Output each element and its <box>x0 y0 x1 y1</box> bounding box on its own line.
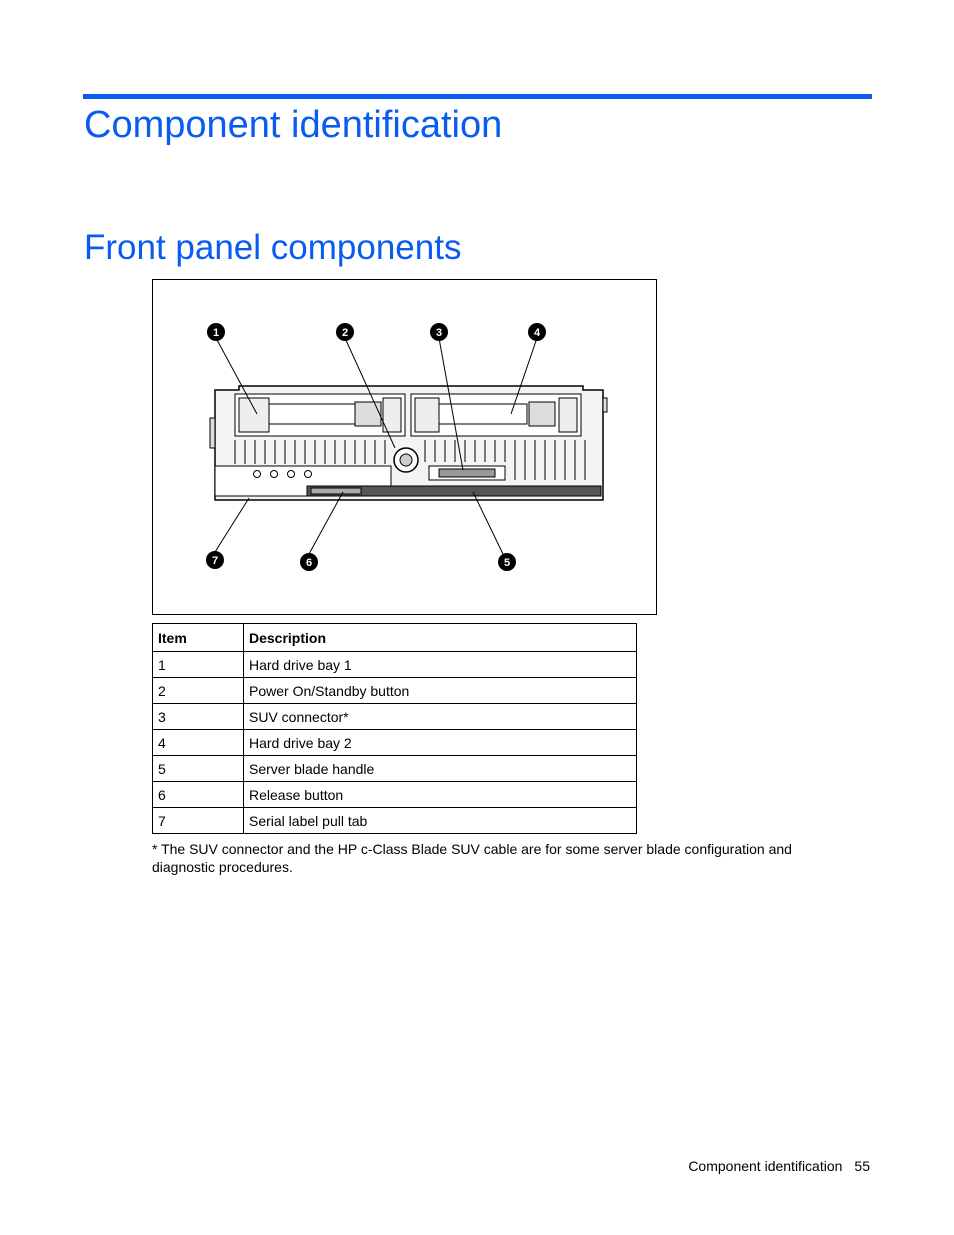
callout-2 <box>336 323 354 341</box>
item-description: Hard drive bay 1 <box>244 652 637 678</box>
page-title: Component identification <box>84 104 503 146</box>
page-footer <box>688 1158 870 1174</box>
svg-text:6: 6 <box>305 557 313 569</box>
callout-6 <box>300 553 318 571</box>
item-description: Release button <box>244 782 637 808</box>
callout-4 <box>528 323 546 341</box>
callout-3 <box>430 323 448 341</box>
item-description: Server blade handle <box>244 756 637 782</box>
callout-5 <box>498 553 516 571</box>
svg-text:5: 5 <box>503 557 511 569</box>
table-row <box>153 704 637 730</box>
footnote: * The SUV connector and the HP c-Class Blade SUV cable are for some server blade configuration and diagnostic procedures. <box>152 841 792 875</box>
svg-text:1: 1 <box>212 327 220 339</box>
item-number: 2 <box>153 678 244 704</box>
callout-1 <box>207 323 225 341</box>
item-number: 7 <box>153 808 244 834</box>
svg-text:7: 7 <box>211 555 219 567</box>
table-row <box>153 782 637 808</box>
item-description: Power On/Standby button <box>244 678 637 704</box>
item-description: Hard drive bay 2 <box>244 730 637 756</box>
svg-text:3: 3 <box>435 327 443 339</box>
header-description: Description <box>244 624 637 652</box>
item-description: Serial label pull tab <box>244 808 637 834</box>
table-row <box>153 808 637 834</box>
table-row <box>153 756 637 782</box>
table-header-row <box>153 624 637 652</box>
item-description: SUV connector* <box>244 704 637 730</box>
table-row <box>153 678 637 704</box>
server-blade-front-panel-illustration <box>153 280 658 616</box>
item-number: 3 <box>153 704 244 730</box>
page-number: 55 <box>854 1158 870 1174</box>
header-item: Item <box>153 624 244 652</box>
item-number: 4 <box>153 730 244 756</box>
title-rule <box>83 94 872 99</box>
item-number: 1 <box>153 652 244 678</box>
table-row <box>153 730 637 756</box>
item-number: 6 <box>153 782 244 808</box>
section-title: Front panel components <box>84 228 462 267</box>
footer-section: Component identification <box>688 1158 843 1174</box>
components-table <box>152 623 637 834</box>
item-number: 5 <box>153 756 244 782</box>
front-panel-figure <box>152 279 657 615</box>
callout-7 <box>206 551 224 569</box>
svg-text:4: 4 <box>533 327 541 339</box>
table-row <box>153 652 637 678</box>
svg-text:2: 2 <box>341 327 349 339</box>
